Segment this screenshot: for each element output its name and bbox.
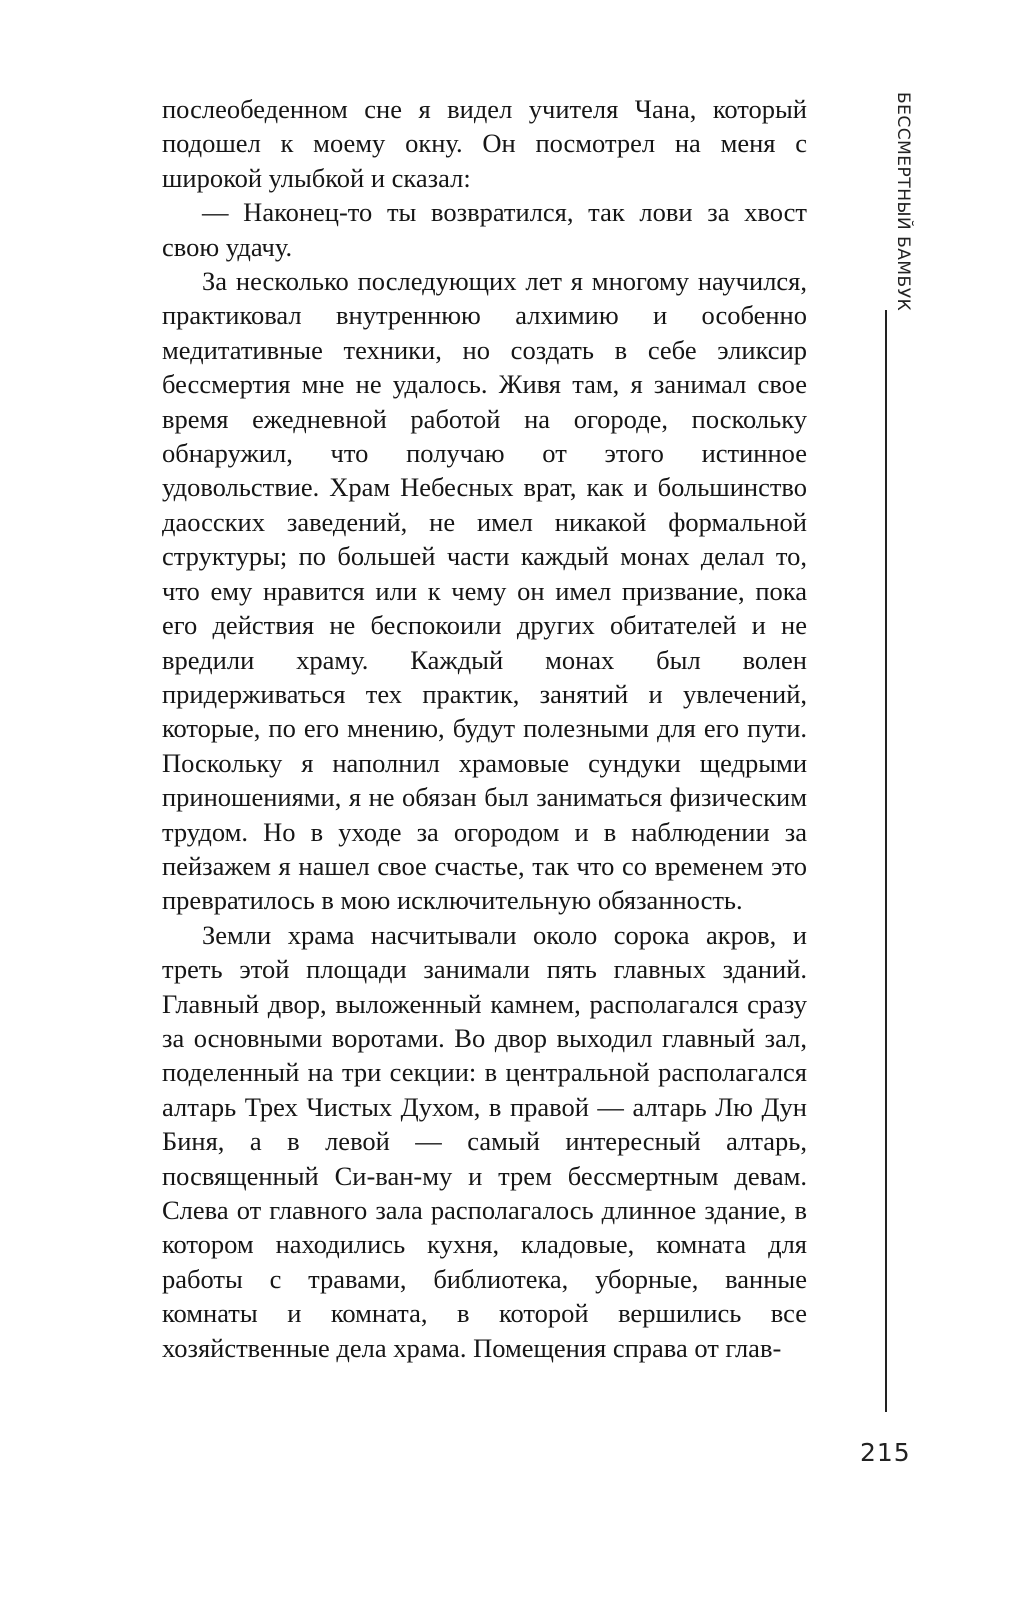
- margin-rule: [885, 310, 887, 1412]
- paragraph-years-at-temple: За несколько последующих лет я многому научился, практиковал внутреннюю алхимию и особенно медитативные техники, но создать в себе эликсир бессмертия мне не удалось. Живя там, я занимал свое время ежедневной работой на огороде, поскольку обнаружил, что получаю от этого истинное удовольствие. Храм Небесных врат, как и большинство даосских заведений, не имел никакой формальной структуры; по большей части каждый монах делал то, что ему нравится или к чему он имел призвание, пока его действия не беспокоили других обитателей и не вредили храму. Каждый монах был волен придерживаться тех практик, занятий и увлечений, которые, по его мнению, будут полезными для его пути. Поскольку я наполнил храмовые сундуки щедрыми приношениями, я не обязан был заниматься физическим трудом. Но в уходе за огородом и в наблюдении за пейзажем я нашел свое счастье, так что со временем это превратилось в мою исключительную обязанность.: [162, 266, 807, 916]
- running-head: БЕССМЕРТНЫЙ БАМБУК: [893, 92, 913, 312]
- body-text: [162, 92, 807, 1365]
- page-number: 215: [860, 1438, 911, 1467]
- paragraph-dialogue: — Наконец-то ты возвратился, так лови за хвост свою удачу.: [162, 197, 807, 262]
- paragraph-continued: послеобеденном сне я видел учителя Чана, который подошел к моему окну. Он посмотрел на меня с широкой улыбкой и сказал:: [162, 94, 807, 193]
- paragraph-temple-grounds: Земли храма насчитывали около сорока акров, и треть этой площади занимали пять главных зданий. Главный двор, выложенный камнем, располагался сразу за основными воротами. Во двор выходил главный зал, поделенный на три секции: в центральной располагался алтарь Трех Чистых Духом, в правой — алтарь Лю Дун Биня, а в левой — самый интересный алтарь, посвященный Си-ван-му и трем бессмертным девам. Слева от главного зала располагалось длинное здание, в котором находились кухня, кладовые, комната для работы с травами, библиотека, уборные, ванные комнаты и комната, в которой вершились все хозяйственные дела храма. Помещения справа от глав-: [162, 919, 807, 1363]
